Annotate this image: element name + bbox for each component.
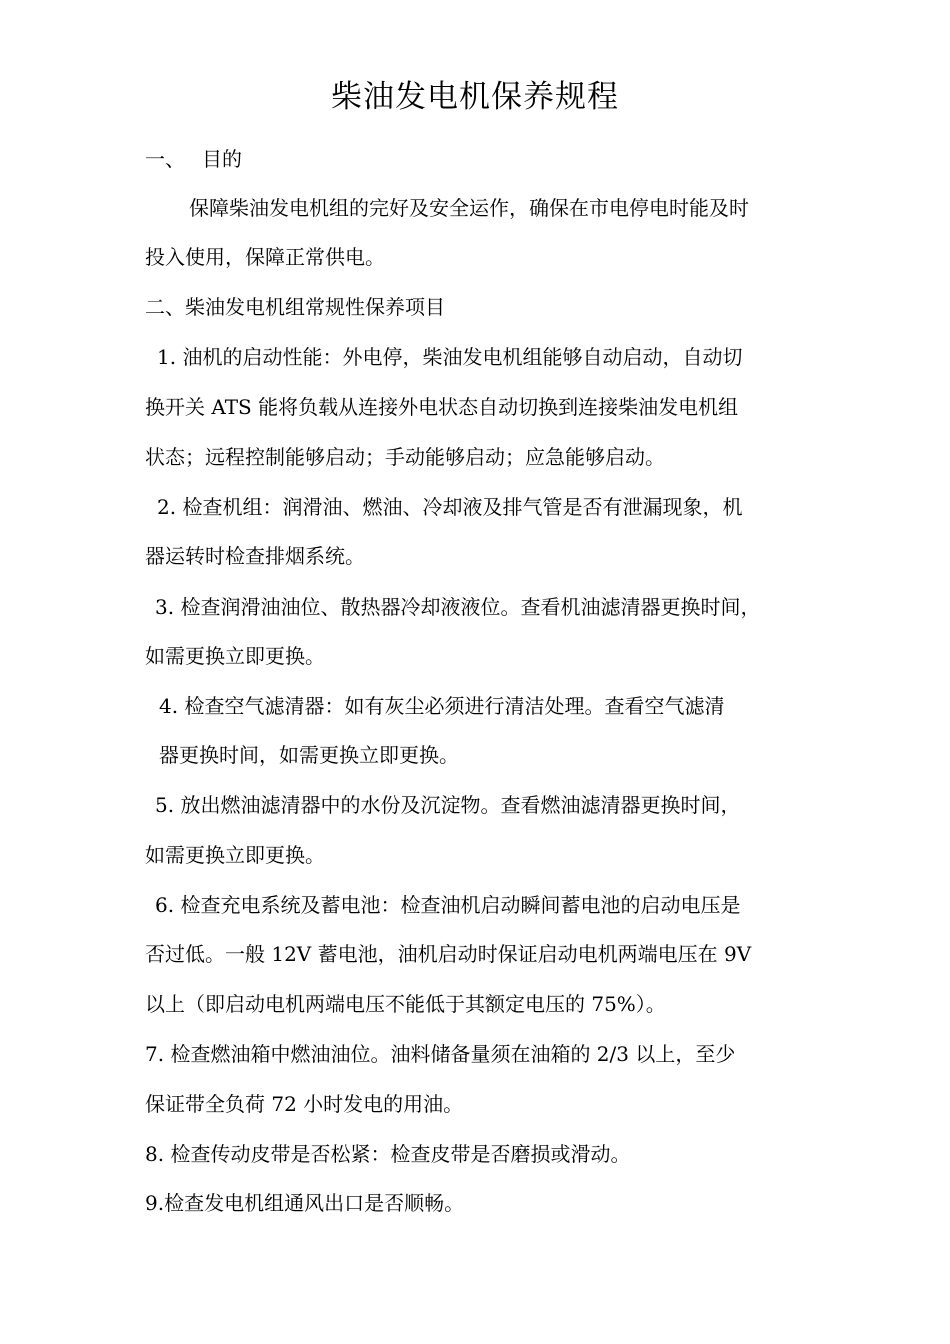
section-1-heading [145,144,810,174]
item-line: 以上（即启动电机两端电压不能低于其额定电压的 75%）。 [145,992,666,1016]
item-line: 器运转时检查排烟系统。 [145,544,365,568]
item-line: 9.检查发电机组通风出口是否顺畅。 [145,1191,465,1215]
item-line: 器更换时间，如需更换立即更换。 [159,743,459,767]
item-line: 否过低。一般 12V 蓄电池，油机启动时保证启动电机两端电压在 9V [145,942,752,966]
item-line: 换开关 ATS 能将负载从连接外电状态自动切换到连接柴油发电机组 [145,395,739,419]
item-line: 1. 油机的启动性能：外电停，柴油发电机组能够自动启动，自动切 [157,345,743,369]
item-line: 2. 检查机组：润滑油、燃油、冷却液及排气管是否有泄漏现象，机 [157,495,743,519]
section-1-line-2: 投入使用，保障正常供电。 [145,245,385,269]
section-1-line-1: 保障柴油发电机组的完好及安全运作，确保在市电停电时能及时 [189,196,749,220]
item-line: 3. 检查润滑油油位、散热器冷却液液位。查看机油滤清器更换时间， [155,595,761,619]
document-title: 柴油发电机保养规程 [331,79,619,115]
section-1-heading-text: 目的 [202,147,242,171]
section-1-number: 一、 [145,147,185,171]
item-line: 保证带全负荷 72 小时发电的用油。 [145,1092,464,1116]
item-line: 8. 检查传动皮带是否松紧：检查皮带是否磨损或滑动。 [145,1142,631,1166]
section-2-heading: 二、柴油发电机组常规性保养项目 [145,295,445,319]
item-line: 如需更换立即更换。 [145,644,325,668]
item-line: 状态；远程控制能够启动；手动能够启动；应急能够启动。 [145,445,665,469]
item-line: 如需更换立即更换。 [145,843,325,867]
item-line: 7. 检查燃油箱中燃油油位。油料储备量须在油箱的 2/3 以上，至少 [145,1042,736,1066]
item-line: 6. 检查充电系统及蓄电池：检查油机启动瞬间蓄电池的启动电压是 [155,893,741,917]
item-line: 5. 放出燃油滤清器中的水份及沉淀物。查看燃油滤清器更换时间， [155,793,741,817]
item-line: 4. 检查空气滤清器：如有灰尘必须进行清洁处理。查看空气滤清 [159,694,725,718]
